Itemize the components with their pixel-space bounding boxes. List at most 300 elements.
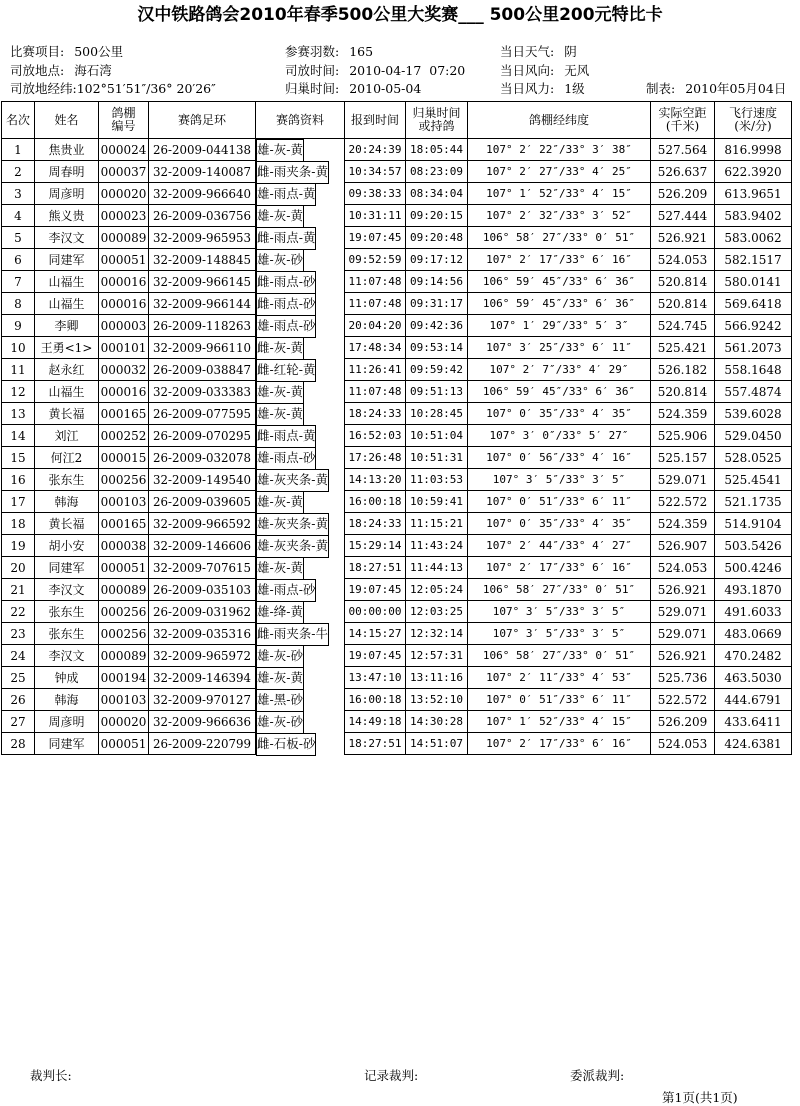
cell-rank: 18 [2, 513, 35, 535]
cell-speed: 424.6381 [715, 733, 792, 755]
cell-loft-id: 000256 [99, 623, 149, 645]
cell-speed: 444.6791 [715, 689, 792, 711]
cell-rank: 8 [2, 293, 35, 315]
cell-pigeon-info: 雄-雨点-砂 [256, 447, 316, 470]
cell-speed: 613.9651 [715, 183, 792, 205]
cell-return-time: 12:57:31 [406, 645, 468, 667]
cell-speed: 463.5030 [715, 667, 792, 689]
cell-pigeon-info: 雄-黑-砂 [256, 689, 304, 712]
cell-report-time: 09:52:59 [345, 249, 406, 271]
cell-loft-coords: 107° 0′ 51″/33° 6′ 11″ [468, 689, 651, 711]
table-row [2, 227, 792, 249]
cell-distance: 526.921 [651, 579, 715, 601]
cell-report-time: 16:52:03 [345, 425, 406, 447]
header-speed: 飞行速度 (米/分) [715, 102, 792, 139]
info-wind-force [500, 81, 585, 97]
cell-loft-id: 000051 [99, 733, 149, 755]
table-header-row [2, 102, 792, 139]
cell-distance: 526.921 [651, 227, 715, 249]
cell-ring: 32-2009-966592 [149, 513, 256, 535]
info-project [10, 44, 123, 60]
table-row [2, 689, 792, 711]
cell-rank: 3 [2, 183, 35, 205]
cell-loft-id: 000038 [99, 535, 149, 557]
cell-rank: 28 [2, 733, 35, 755]
cell-loft-coords: 107° 1′ 29″/33° 5′ 3″ [468, 315, 651, 337]
cell-pigeon-info: 雄-灰-黄 [256, 557, 304, 580]
cell-ring: 32-2009-966636 [149, 711, 256, 733]
table-row [2, 337, 792, 359]
cell-report-time: 18:27:51 [345, 557, 406, 579]
cell-distance: 527.444 [651, 205, 715, 227]
cell-rank: 17 [2, 491, 35, 513]
cell-loft-id: 000089 [99, 227, 149, 249]
cell-speed: 622.3920 [715, 161, 792, 183]
cell-distance: 524.053 [651, 557, 715, 579]
cell-return-time: 12:03:25 [406, 601, 468, 623]
cell-return-time: 08:34:04 [406, 183, 468, 205]
info-wind-force-label: 当日风力: [500, 81, 555, 96]
cell-rank: 15 [2, 447, 35, 469]
cell-return-time: 12:32:14 [406, 623, 468, 645]
cell-loft-coords: 107° 2′ 17″/33° 6′ 16″ [468, 249, 651, 271]
cell-distance: 522.572 [651, 689, 715, 711]
cell-return-time: 13:11:16 [406, 667, 468, 689]
cell-distance: 524.053 [651, 249, 715, 271]
info-made [646, 81, 786, 97]
cell-return-time: 11:43:24 [406, 535, 468, 557]
cell-speed: 529.0450 [715, 425, 792, 447]
cell-name: 同建军 [35, 249, 99, 271]
cell-pigeon-info: 雌-红轮-黄 [256, 359, 316, 382]
cell-loft-coords: 106° 59′ 45″/33° 6′ 36″ [468, 293, 651, 315]
cell-pigeon-info: 雌-雨夹条-牛 [256, 623, 329, 646]
cell-rank: 6 [2, 249, 35, 271]
info-weather-label: 当日天气: [500, 44, 555, 59]
cell-name: 同建军 [35, 733, 99, 755]
table-row [2, 183, 792, 205]
cell-rank: 7 [2, 271, 35, 293]
cell-pigeon-info: 雄-雨点-砂 [256, 315, 316, 338]
cell-name: 同建军 [35, 557, 99, 579]
cell-loft-coords: 107° 2′ 7″/33° 4′ 29″ [468, 359, 651, 381]
results-table [1, 101, 792, 755]
cell-distance: 529.071 [651, 623, 715, 645]
header-ring: 赛鸽足环 [149, 102, 256, 139]
cell-loft-coords: 107° 3′ 5″/33° 3′ 5″ [468, 623, 651, 645]
cell-distance: 520.814 [651, 293, 715, 315]
cell-loft-id: 000165 [99, 403, 149, 425]
cell-ring: 32-2009-966640 [149, 183, 256, 205]
cell-distance: 529.071 [651, 469, 715, 491]
cell-rank: 27 [2, 711, 35, 733]
cell-pigeon-info: 雄-灰夹条-黄 [256, 513, 329, 536]
cell-ring: 26-2009-035103 [149, 579, 256, 601]
cell-distance: 526.921 [651, 645, 715, 667]
cell-name: 韩海 [35, 491, 99, 513]
cell-ring: 26-2009-118263 [149, 315, 256, 337]
header-loft-coords: 鸽棚经纬度 [468, 102, 651, 139]
cell-rank: 5 [2, 227, 35, 249]
cell-speed: 493.1870 [715, 579, 792, 601]
cell-return-time: 10:59:41 [406, 491, 468, 513]
cell-speed: 539.6028 [715, 403, 792, 425]
table-row [2, 359, 792, 381]
cell-loft-id: 000037 [99, 161, 149, 183]
cell-name: 赵永红 [35, 359, 99, 381]
cell-report-time: 10:34:57 [345, 161, 406, 183]
page-title: 汉中铁路鸽会2010年春季500公里大奖赛___ 500公里200元特比卡 [137, 5, 663, 25]
cell-report-time: 20:24:39 [345, 139, 406, 161]
header-return-time: 归巢时间 或持鸽 [406, 102, 468, 139]
info-wind-direction-label: 当日风向: [500, 63, 555, 78]
cell-pigeon-info: 雌-灰-黄 [256, 337, 304, 360]
header-name: 姓名 [35, 102, 99, 139]
cell-loft-id: 000103 [99, 689, 149, 711]
cell-rank: 25 [2, 667, 35, 689]
cell-rank: 22 [2, 601, 35, 623]
cell-rank: 4 [2, 205, 35, 227]
cell-loft-id: 000101 [99, 337, 149, 359]
info-coords-value: 102°51′51″/36° 20′26″ [76, 81, 216, 96]
cell-name: 李汉文 [35, 227, 99, 249]
cell-name: 山福生 [35, 271, 99, 293]
info-return-time-value: 2010-05-04 [349, 81, 422, 96]
cell-report-time: 19:07:45 [345, 579, 406, 601]
header-pigeon-info: 赛鸽资料 [256, 102, 345, 139]
header-loft-id: 鸽棚 编号 [99, 102, 149, 139]
cell-loft-id: 000051 [99, 249, 149, 271]
header-rank: 名次 [2, 102, 35, 139]
cell-report-time: 18:27:51 [345, 733, 406, 755]
table-row [2, 711, 792, 733]
cell-loft-coords: 107° 3′ 5″/33° 3′ 5″ [468, 601, 651, 623]
table-row [2, 667, 792, 689]
cell-loft-coords: 107° 3′ 25″/33° 6′ 11″ [468, 337, 651, 359]
cell-distance: 520.814 [651, 271, 715, 293]
cell-name: 何江2 [35, 447, 99, 469]
info-made-label: 制表: [646, 81, 676, 96]
table-row [2, 645, 792, 667]
cell-rank: 9 [2, 315, 35, 337]
cell-pigeon-info: 雌-雨点-黄 [256, 227, 316, 250]
cell-rank: 23 [2, 623, 35, 645]
cell-ring: 32-2009-140087 [149, 161, 256, 183]
info-place [10, 63, 112, 79]
cell-distance: 525.906 [651, 425, 715, 447]
info-weather-value: 阴 [564, 44, 577, 59]
info-wind-direction [500, 63, 589, 79]
cell-name: 山福生 [35, 381, 99, 403]
cell-return-time: 08:23:09 [406, 161, 468, 183]
cell-distance: 527.564 [651, 139, 715, 161]
cell-name: 黄长福 [35, 513, 99, 535]
table-row [2, 469, 792, 491]
cell-report-time: 17:26:48 [345, 447, 406, 469]
cell-loft-id: 000165 [99, 513, 149, 535]
cell-speed: 483.0669 [715, 623, 792, 645]
cell-loft-id: 000023 [99, 205, 149, 227]
cell-return-time: 14:51:07 [406, 733, 468, 755]
footer-page: 第1页(共1页) [662, 1090, 738, 1105]
cell-speed: 583.0062 [715, 227, 792, 249]
cell-pigeon-info: 雄-灰-砂 [256, 711, 304, 734]
cell-loft-id: 000103 [99, 491, 149, 513]
cell-loft-id: 000016 [99, 271, 149, 293]
cell-pigeon-info: 雌-雨夹条-黄 [256, 161, 329, 184]
cell-rank: 24 [2, 645, 35, 667]
cell-speed: 580.0141 [715, 271, 792, 293]
cell-name: 李汉文 [35, 645, 99, 667]
table-row [2, 205, 792, 227]
cell-return-time: 10:51:04 [406, 425, 468, 447]
cell-name: 王勇<1> [35, 337, 99, 359]
cell-loft-id: 000024 [99, 139, 149, 161]
cell-loft-coords: 107° 2′ 17″/33° 6′ 16″ [468, 557, 651, 579]
cell-rank: 21 [2, 579, 35, 601]
cell-speed: 816.9998 [715, 139, 792, 161]
info-count-value: 165 [349, 44, 374, 59]
cell-return-time: 09:14:56 [406, 271, 468, 293]
cell-ring: 32-2009-966145 [149, 271, 256, 293]
cell-name: 李汉文 [35, 579, 99, 601]
table-row [2, 447, 792, 469]
cell-loft-coords: 107° 1′ 52″/33° 4′ 15″ [468, 711, 651, 733]
cell-loft-id: 000256 [99, 601, 149, 623]
cell-loft-id: 000020 [99, 183, 149, 205]
cell-report-time: 10:31:11 [345, 205, 406, 227]
cell-name: 张东生 [35, 601, 99, 623]
cell-name: 周彦明 [35, 183, 99, 205]
cell-report-time: 16:00:18 [345, 491, 406, 513]
cell-name: 张东生 [35, 469, 99, 491]
cell-name: 钟成 [35, 667, 99, 689]
cell-report-time: 14:13:20 [345, 469, 406, 491]
cell-ring: 26-2009-039605 [149, 491, 256, 513]
info-weather [500, 44, 577, 60]
cell-rank: 20 [2, 557, 35, 579]
cell-name: 胡小安 [35, 535, 99, 557]
cell-report-time: 00:00:00 [345, 601, 406, 623]
cell-speed: 521.1735 [715, 491, 792, 513]
cell-pigeon-info: 雄-绛-黄 [256, 601, 304, 624]
cell-ring: 26-2009-032078 [149, 447, 256, 469]
cell-loft-coords: 107° 0′ 51″/33° 6′ 11″ [468, 491, 651, 513]
cell-return-time: 09:31:17 [406, 293, 468, 315]
cell-loft-id: 000256 [99, 469, 149, 491]
cell-loft-coords: 106° 58′ 27″/33° 0′ 51″ [468, 227, 651, 249]
cell-return-time: 09:20:48 [406, 227, 468, 249]
cell-report-time: 17:48:34 [345, 337, 406, 359]
cell-speed: 491.6033 [715, 601, 792, 623]
cell-loft-coords: 107° 2′ 27″/33° 4′ 25″ [468, 161, 651, 183]
cell-distance: 525.157 [651, 447, 715, 469]
cell-loft-id: 000016 [99, 293, 149, 315]
cell-pigeon-info: 雌-石板-砂 [256, 733, 316, 756]
cell-loft-coords: 107° 2′ 17″/33° 6′ 16″ [468, 733, 651, 755]
table-row [2, 271, 792, 293]
info-count-label: 参赛羽数: [285, 44, 340, 59]
cell-loft-id: 000020 [99, 711, 149, 733]
cell-name: 黄长福 [35, 403, 99, 425]
cell-report-time: 18:24:33 [345, 513, 406, 535]
cell-pigeon-info: 雄-灰-黄 [256, 403, 304, 426]
table-row [2, 315, 792, 337]
cell-return-time: 10:51:31 [406, 447, 468, 469]
cell-return-time: 12:05:24 [406, 579, 468, 601]
cell-pigeon-info: 雌-雨点-黄 [256, 425, 316, 448]
table-row [2, 579, 792, 601]
cell-ring: 32-2009-966144 [149, 293, 256, 315]
info-release-time-value: 2010-04-17 07:20 [349, 63, 466, 78]
cell-loft-coords: 107° 0′ 35″/33° 4′ 35″ [468, 403, 651, 425]
info-release-time-label: 司放时间: [285, 63, 340, 78]
cell-rank: 13 [2, 403, 35, 425]
cell-rank: 1 [2, 139, 35, 161]
cell-loft-coords: 107° 3′ 5″/33° 3′ 5″ [468, 469, 651, 491]
cell-rank: 12 [2, 381, 35, 403]
cell-pigeon-info: 雄-雨点-砂 [256, 579, 316, 602]
info-project-value: 500公里 [74, 44, 124, 59]
table-row [2, 161, 792, 183]
cell-rank: 10 [2, 337, 35, 359]
cell-loft-coords: 107° 0′ 56″/33° 4′ 16″ [468, 447, 651, 469]
table-row [2, 535, 792, 557]
cell-name: 张东生 [35, 623, 99, 645]
cell-loft-id: 000003 [99, 315, 149, 337]
cell-loft-id: 000089 [99, 579, 149, 601]
cell-ring: 32-2009-148845 [149, 249, 256, 271]
cell-speed: 503.5426 [715, 535, 792, 557]
cell-loft-coords: 106° 59′ 45″/33° 6′ 36″ [468, 381, 651, 403]
table-row [2, 425, 792, 447]
cell-speed: 525.4541 [715, 469, 792, 491]
table-row [2, 513, 792, 535]
cell-name: 焦贵业 [35, 139, 99, 161]
cell-speed: 583.9402 [715, 205, 792, 227]
cell-loft-coords: 106° 58′ 27″/33° 0′ 51″ [468, 645, 651, 667]
cell-loft-id: 000051 [99, 557, 149, 579]
cell-speed: 566.9242 [715, 315, 792, 337]
footer-recorder: 记录裁判: [364, 1068, 419, 1083]
cell-ring: 32-2009-970127 [149, 689, 256, 711]
cell-return-time: 09:51:13 [406, 381, 468, 403]
info-made-date: 2010年05月04日 [685, 81, 787, 96]
cell-speed: 569.6418 [715, 293, 792, 315]
cell-report-time: 15:29:14 [345, 535, 406, 557]
table-row [2, 249, 792, 271]
cell-rank: 14 [2, 425, 35, 447]
cell-speed: 500.4246 [715, 557, 792, 579]
table-row [2, 403, 792, 425]
table-row [2, 557, 792, 579]
cell-return-time: 11:15:21 [406, 513, 468, 535]
cell-distance: 525.736 [651, 667, 715, 689]
cell-name: 周春明 [35, 161, 99, 183]
cell-pigeon-info: 雄-灰-黄 [256, 491, 304, 514]
cell-distance: 526.209 [651, 711, 715, 733]
cell-rank: 11 [2, 359, 35, 381]
cell-pigeon-info: 雌-雨点-砂 [256, 293, 316, 316]
info-count [285, 44, 373, 60]
cell-loft-coords: 107° 2′ 32″/33° 3′ 52″ [468, 205, 651, 227]
cell-report-time: 16:00:18 [345, 689, 406, 711]
cell-loft-coords: 107° 2′ 11″/33° 4′ 53″ [468, 667, 651, 689]
cell-return-time: 11:44:13 [406, 557, 468, 579]
cell-loft-id: 000194 [99, 667, 149, 689]
cell-loft-coords: 106° 58′ 27″/33° 0′ 51″ [468, 579, 651, 601]
cell-distance: 524.053 [651, 733, 715, 755]
cell-distance: 524.745 [651, 315, 715, 337]
footer-chief-judge: 裁判长: [30, 1068, 72, 1083]
cell-distance: 524.359 [651, 403, 715, 425]
cell-pigeon-info: 雄-灰-砂 [256, 249, 304, 272]
cell-rank: 2 [2, 161, 35, 183]
cell-ring: 32-2009-966110 [149, 337, 256, 359]
cell-ring: 26-2009-036756 [149, 205, 256, 227]
cell-pigeon-info: 雄-灰-黄 [256, 667, 304, 690]
footer-assigned: 委派裁判: [570, 1068, 625, 1083]
cell-return-time: 18:05:44 [406, 139, 468, 161]
cell-pigeon-info: 雄-雨点-黄 [256, 183, 316, 206]
cell-ring: 32-2009-965953 [149, 227, 256, 249]
cell-distance: 525.421 [651, 337, 715, 359]
cell-loft-id: 000252 [99, 425, 149, 447]
cell-loft-coords: 107° 1′ 52″/33° 4′ 15″ [468, 183, 651, 205]
info-project-label: 比赛项目: [10, 44, 65, 59]
cell-distance: 524.359 [651, 513, 715, 535]
info-place-value: 海石湾 [74, 63, 112, 78]
cell-loft-coords: 107° 2′ 44″/33° 4′ 27″ [468, 535, 651, 557]
header-report-time: 报到时间 [345, 102, 406, 139]
cell-rank: 26 [2, 689, 35, 711]
cell-report-time: 11:07:48 [345, 293, 406, 315]
cell-speed: 514.9104 [715, 513, 792, 535]
cell-name: 周彦明 [35, 711, 99, 733]
cell-distance: 526.209 [651, 183, 715, 205]
cell-pigeon-info: 雄-灰-砂 [256, 645, 304, 668]
cell-distance: 526.907 [651, 535, 715, 557]
cell-return-time: 13:52:10 [406, 689, 468, 711]
cell-return-time: 09:53:14 [406, 337, 468, 359]
cell-loft-id: 000089 [99, 645, 149, 667]
cell-ring: 26-2009-031962 [149, 601, 256, 623]
cell-report-time: 19:07:45 [345, 645, 406, 667]
cell-loft-id: 000032 [99, 359, 149, 381]
cell-loft-coords: 106° 59′ 45″/33° 6′ 36″ [468, 271, 651, 293]
info-return-time-label: 归巢时间: [285, 81, 340, 96]
cell-loft-id: 000015 [99, 447, 149, 469]
cell-distance: 520.814 [651, 381, 715, 403]
cell-return-time: 11:03:53 [406, 469, 468, 491]
cell-report-time: 11:07:48 [345, 381, 406, 403]
cell-loft-coords: 107° 0′ 35″/33° 4′ 35″ [468, 513, 651, 535]
info-wind-force-value: 1级 [564, 81, 585, 96]
cell-speed: 557.4874 [715, 381, 792, 403]
cell-name: 韩海 [35, 689, 99, 711]
cell-loft-coords: 107° 3′ 0″/33° 5′ 27″ [468, 425, 651, 447]
cell-report-time: 14:49:18 [345, 711, 406, 733]
cell-return-time: 10:28:45 [406, 403, 468, 425]
cell-ring: 32-2009-146606 [149, 535, 256, 557]
cell-speed: 528.0525 [715, 447, 792, 469]
header-distance: 实际空距 (千米) [651, 102, 715, 139]
cell-ring: 26-2009-044138 [149, 139, 256, 161]
cell-ring: 26-2009-070295 [149, 425, 256, 447]
cell-ring: 32-2009-035316 [149, 623, 256, 645]
info-wind-direction-value: 无风 [564, 63, 590, 78]
cell-name: 熊义贵 [35, 205, 99, 227]
